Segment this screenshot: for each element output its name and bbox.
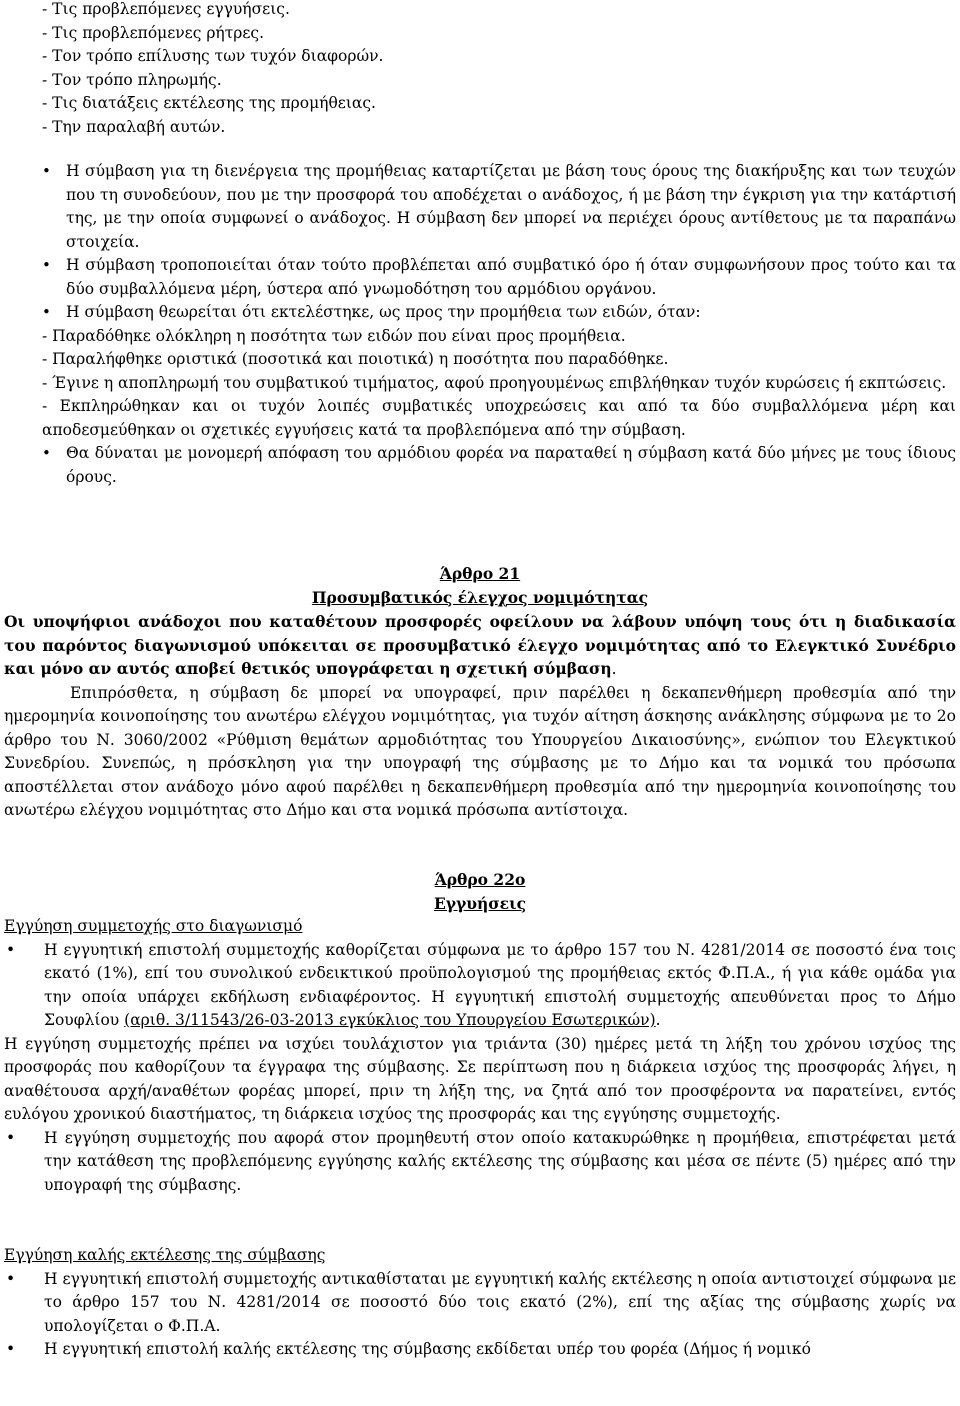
list-item: - Τον τρόπο πληρωμής. — [42, 70, 222, 89]
bullet-paragraph: • Η σύμβαση για τη διενέργεια της προμήθειας καταρτίζεται με βάση τους όρους της διακήρυξης και των τευχών που τη συνοδεύουν, που με την προσφορά του αποδέχεται ο ανάδοχος, ή με βάση την έγκριση για την κατάρτισή της, με την οποία συμφωνεί ο ανάδοχος. Η σύμβαση δεν μπορεί να περιέχει όρους αντίθετους με τα παραπάνω στοιχεία. — [42, 162, 956, 251]
contract-section — [0, 160, 960, 489]
paragraph: Η εγγύηση συμμετοχής πρέπει να ισχύει τουλάχιστον για τριάντα (30) ημέρες μετά τη λήξη του χρόνου ισχύος της προσφοράς που καθορίζουν τα έγγραφα της σύμβασης. Σε περίπτωση που η διάρκεια ισχύος της προσφοράς λήγει, η αναθέτουσα αρχή/αναθέτων φορέας μπορεί, πριν τη λήξη της, να ζητά από τον προσφέροντα να παρατείνει, εντός ευλόγου χρονικού διαστήματος, τη διάρκεια ισχύος της προσφοράς και της εγγύησης συμμετοχής. — [4, 1034, 956, 1123]
list-item: - Έγινε η αποπληρωμή του συμβατικού τιμήματος, αφού προηγουμένως επιβλήθηκαν τυχόν κυρώσεις ή εκπτώσεις. — [42, 373, 947, 392]
bullet-icon: • — [6, 1269, 16, 1288]
list-item: - Την παραλαβή αυτών. — [42, 117, 226, 136]
bullet-paragraph: • Η σύμβαση τροποποιείται όταν τούτο προβλέπεται από συμβατικό όρο ή όταν συμφωνήσουν προς τούτο και τα δύο συμβαλλόμενα μέρη, ύστερα από γνωμοδότηση του αρμόδιου οργάνου. — [42, 256, 956, 298]
article-21 — [0, 562, 960, 823]
bullet-icon: • — [6, 1128, 16, 1147]
bullet-paragraph: • Θα δύναται με μονομερή απόφαση του αρμόδιου φορέα να παραταθεί η σύμβαση κατά δύο μήνες με τους ίδιους όρους. — [42, 444, 956, 486]
article-number: Άρθρο 21 — [439, 564, 521, 583]
list-item: - Τις προβλεπόμενες ρήτρες. — [42, 23, 265, 42]
article-22 — [0, 868, 960, 1362]
bullet-paragraph: • Η εγγύηση συμμετοχής που αφορά στον προμηθευτή στον οποίο κατακυρώθηκε η προμήθεια, επιστρέφεται μετά την κατάθεση της προβλεπόμενης εγγύησης καλής εκτέλεσης της σύμβασης και μέσα σε πέντε (5) ημέρες από την υπογραφή της σύμβασης. — [6, 1128, 956, 1194]
bullet-icon: • — [6, 1340, 16, 1358]
article-title: Εγγυήσεις — [433, 893, 527, 913]
bullet-paragraph: • Η εγγυητική επιστολή συμμετοχής αντικαθίσταται με εγγυητική καλής εκτέλεσης η οποία αντιστοιχεί σύμφωνα με το άρθρο 157 του Ν. 4281/2014 σε ποσοστό δύο τοις εκατό (2%), επί της αξίας της σύμβασης χωρίς να υπολογίζεται ο Φ.Π.Α. — [6, 1269, 956, 1335]
subsection-heading: Εγγύηση καλής εκτέλεσης της σύμβασης — [4, 1246, 326, 1264]
paragraph: Επιπρόσθετα, η σύμβαση δε μπορεί να υπογραφεί, πριν παρέλθει η δεκαπενθήμερη προθεσμία από την ημερομηνία κοινοποίησης του ανωτέρω ελέγχου νομιμότητας, για τυχόν αίτηση άσκησης ανάκλησης σύμφωνα με το 2ο άρθρο του Ν. 3060/2002 «Ρύθμιση θεμάτων αρμοδιότητας του Υπουργείου Δικαιοσύνης», ενώπιον του Ελεγκτικού Συνεδρίου. Συνεπώς, η πρόσκληση για την υπογραφή της σύμβασης με το Δήμο και τα νομικά του πρόσωπα αποστέλλεται στον ανάδοχο μόνο αφού παρέλθει η δεκαπενθήμερη προθεσμία από την ημερομηνία κοινοποίησης του ανωτέρω ελέγχου νομιμότητας στο Δήμο και στα νομικά πρόσωπα αντίστοιχα. — [4, 683, 956, 819]
list-item: - Τις διατάξεις εκτέλεσης της προμήθειας. — [42, 94, 376, 112]
list-item: - Εκπληρώθηκαν και οι τυχόν λοιπές συμβατικές υποχρεώσεις και από τα δύο συμβαλλόμενα μέρη και αποδεσμεύθηκαν οι σχετικές εγγυήσεις κατά τα προβλεπόμενα από την σύμβαση. — [42, 397, 956, 439]
bullet-icon: • — [42, 256, 51, 274]
bullet-icon: • — [42, 444, 51, 462]
article-number: Άρθρο 22ο — [434, 870, 526, 889]
bullet-paragraph: • Η σύμβαση θεωρείται ότι εκτελέστηκε, ως προς την προμήθεια των ειδών, όταν: — [0, 301, 960, 325]
list-item: - Τις προβλεπόμενες εγγυήσεις. — [42, 0, 290, 18]
bullet-icon: • — [42, 162, 51, 180]
subsection-heading: Εγγύηση συμμετοχής στο διαγωνισμό — [4, 917, 303, 935]
list-item: - Παραδόθηκε ολόκληρη η ποσότητα των ειδών που είναι προς προμήθεια. — [42, 326, 626, 345]
bold-paragraph: Οι υποψήφιοι ανάδοχοι που καταθέτουν προσφορές οφείλουν να λάβουν υπόψη τους ότι η διαδικασία του παρόντος διαγωνισμού υπόκειται σε προσυμβατικό έλεγχο νομιμότητας από το Ελεγκτικό Συνέδριο και μόνο αν αυτός αποβεί θετικός υπογράφεται η σχετική σύμβαση. — [4, 612, 956, 678]
top-dash-list — [0, 0, 960, 139]
bullet-paragraph: • Η εγγυητική επιστολή συμμετοχής καθορίζεται σύμφωνα με το άρθρο 157 του Ν. 4281/2014 σε ποσοστό ένα τοις εκατό (1%), επί του συνολικού ενδεικτικού προϋπολογισμού της προμήθειας εκτός Φ.Π.Α., ή για κάθε ομάδα για την οποία υπάρχει εκδήλωση ενδιαφέροντος. Η εγγυητική επιστολή συμμετοχής απευθύνεται προς το Δήμο Σουφλίου (αριθ. 3/11543/26-03-2013 εγκύκλιος του Υπουργείου Εσωτερικών). — [6, 940, 956, 1029]
bullet-icon: • — [42, 303, 51, 321]
list-item: - Τον τρόπο επίλυσης των τυχόν διαφορών. — [42, 47, 384, 65]
bullet-icon: • — [6, 940, 16, 959]
bullet-paragraph: • Η εγγυητική επιστολή καλής εκτέλεσης της σύμβασης εκδίδεται υπέρ του φορέα (Δήμος ή νομικό — [0, 1338, 960, 1362]
legal-reference: (αριθ. 3/11543/26-03-2013 εγκύκλιος του Υπουργείου Εσωτερικών) — [124, 1011, 656, 1029]
list-item: - Παραλήφθηκε οριστικά (ποσοτικά και ποιοτικά) η ποσότητα που παραδόθηκε. — [42, 350, 669, 368]
article-title: Προσυμβατικός έλεγχος νομιμότητας — [311, 587, 649, 607]
